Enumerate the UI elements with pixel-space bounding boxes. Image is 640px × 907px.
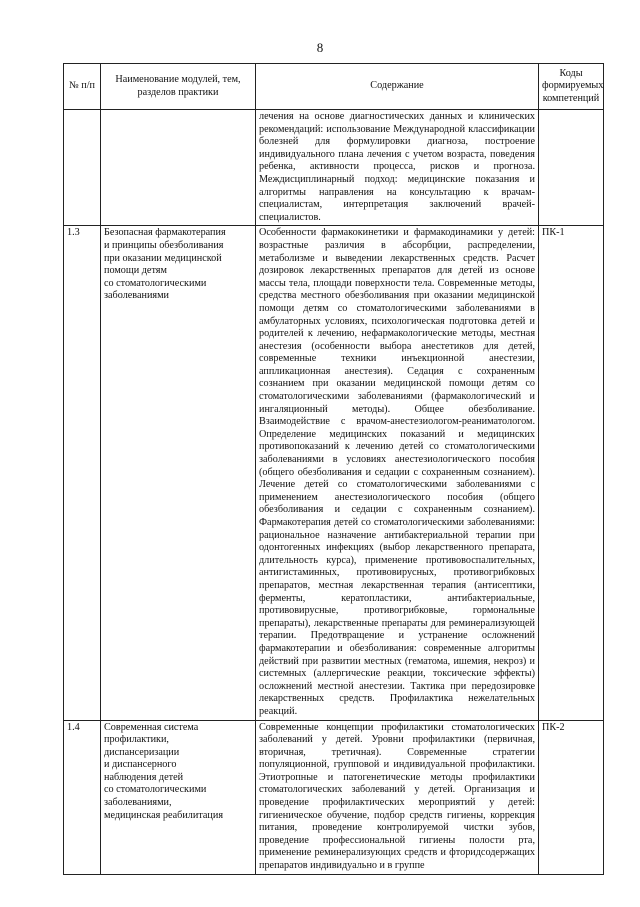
table-row (64, 720, 604, 874)
module-name-line: медицинская реабилитация (104, 809, 224, 821)
row-number (64, 110, 101, 226)
row-content: Особенности фармакокинетики и фармакодинамики у детей: возрастные различия в абсорбции, распределении, метаболизме и выведении лекарственных средств. Расчет дозировок лекарственных препаратов для детей из основе массы тела, площади поверхности тела. Современные методы, средства местного обезболивания при оказании медицинской помощи детям со стоматологическими заболеваниями в амбулаторных условиях, психологическая подготовка детей и родителей к лечению, нефармакологические методы, местная анестезия (особенности выбора анестетиков для детей, современные техники инъекционной анестезии, аппликационная анестезия). Седация с сохраненным сознанием при оказании медицинской помощи детям со стоматологическими заболеваниями (фармакологический и ингаляционный методы). Общее обезболивание. Взаимодействие с врачом-анестезиологом-реаниматологом. Определение медицинских показаний и медицинских противопоказаний к лечению детей со стоматологическими заболеваниями в условиях анестезиологического пособия (общего обезболивания и седации с сохраненным сознанием). Лечение детей со стоматологическими заболеваниями с применением анестезиологического пособия (общего обезболивания и седации с сохраненным сознанием). Фармакотерапия детей со стоматологическими заболеваниями: рациональное назначение антибактериальной терапии при одонтогенных инфекциях (выбор лекарственного препарата, длительность курса), применение противовоспалительных, антигистаминных, противовирусных, противогрибковых препаратов, местная лекарственная терапия (антисептики, ферменты, кератопластики, антибактериальные, противовирусные, противогрибковые, гормональные препараты), лекарственные препараты для реминерализующей терапии. Предотвращение и устранение осложнений фармакотерапии и обезболивания: современные алгоритмы действий при развитии местных (гематома, ишемия, некроз) и системных (аллергические реакции, токсические эффекты) осложнений местной анестезии. Тактика при передозировке лекарственных средств. Профилактика нежелательных реакций. (256, 226, 539, 720)
row-number: 1.4 (64, 720, 101, 874)
table-header-row (64, 64, 604, 110)
module-name-line: заболеваниями (104, 290, 169, 302)
row-competency-code (539, 110, 604, 226)
module-name-line: Безопасная фармакотерапия (104, 227, 226, 239)
module-name-line: диспансеризации (104, 746, 180, 758)
page-number: 8 (316, 40, 324, 55)
row-module-name (101, 720, 256, 874)
header-module-name: Наименование модулей, тем, разделов практики (101, 64, 256, 110)
module-name-line: профилактики, (104, 734, 169, 746)
row-number: 1.3 (64, 226, 101, 720)
module-name-line: заболеваниями, (104, 797, 172, 809)
module-name-line: наблюдения детей (104, 771, 184, 783)
header-number: № п/п (64, 64, 101, 110)
module-name-line: со стоматологическими (104, 784, 207, 796)
row-content: лечения на основе диагностических данных и клинических рекомендаций: использование Международной классификации болезней для формулировки диагноза, построение индивидуального плана лечения с учетом возраста, поведения ребенка, активности процесса, рисков и прогноза. Междисциплинарный подход: медицинские показания и алгоритмы направления на консультацию к врачам-специалистам, интерпретация заключений врачей-специалистов. (256, 110, 539, 226)
header-content: Содержание (256, 64, 539, 110)
table-row (64, 226, 604, 720)
module-name-line: и диспансерного (104, 759, 177, 771)
row-content: Современные концепции профилактики стоматологических заболеваний у детей. Уровни профилактики (первичная, вторичная, третичная). Современные стратегии популяционной, групповой и индивидуальной профилактики. Этиотропные и патогенетические методы профилактики стоматологических заболеваний у детей. Организация и проведение профилактических мероприятий у детей: гигиеническое обучение, подбор средств гигиены, коррекция питания, проведение контролируемой чистки зубов, проведение профессиональной гигиены полости рта, применение реминерализующих средств и фторидсодержащих препаратов индивидуально и в группе (256, 720, 539, 874)
module-name-line: со стоматологическими (104, 277, 207, 289)
row-module-name (101, 226, 256, 720)
module-name-line: при оказании медицинской (104, 252, 222, 264)
module-name-line: и принципы обезболивания (104, 239, 224, 251)
module-name-line: Современная система (104, 721, 199, 733)
table-row (64, 110, 604, 226)
row-module-name (101, 110, 256, 226)
row-competency-code: ПК-2 (539, 720, 604, 874)
row-competency-code: ПК-1 (539, 226, 604, 720)
program-table (63, 63, 604, 875)
header-competency-codes: Коды формируемых компетенций (539, 64, 604, 110)
module-name-line: помощи детям (104, 265, 167, 277)
